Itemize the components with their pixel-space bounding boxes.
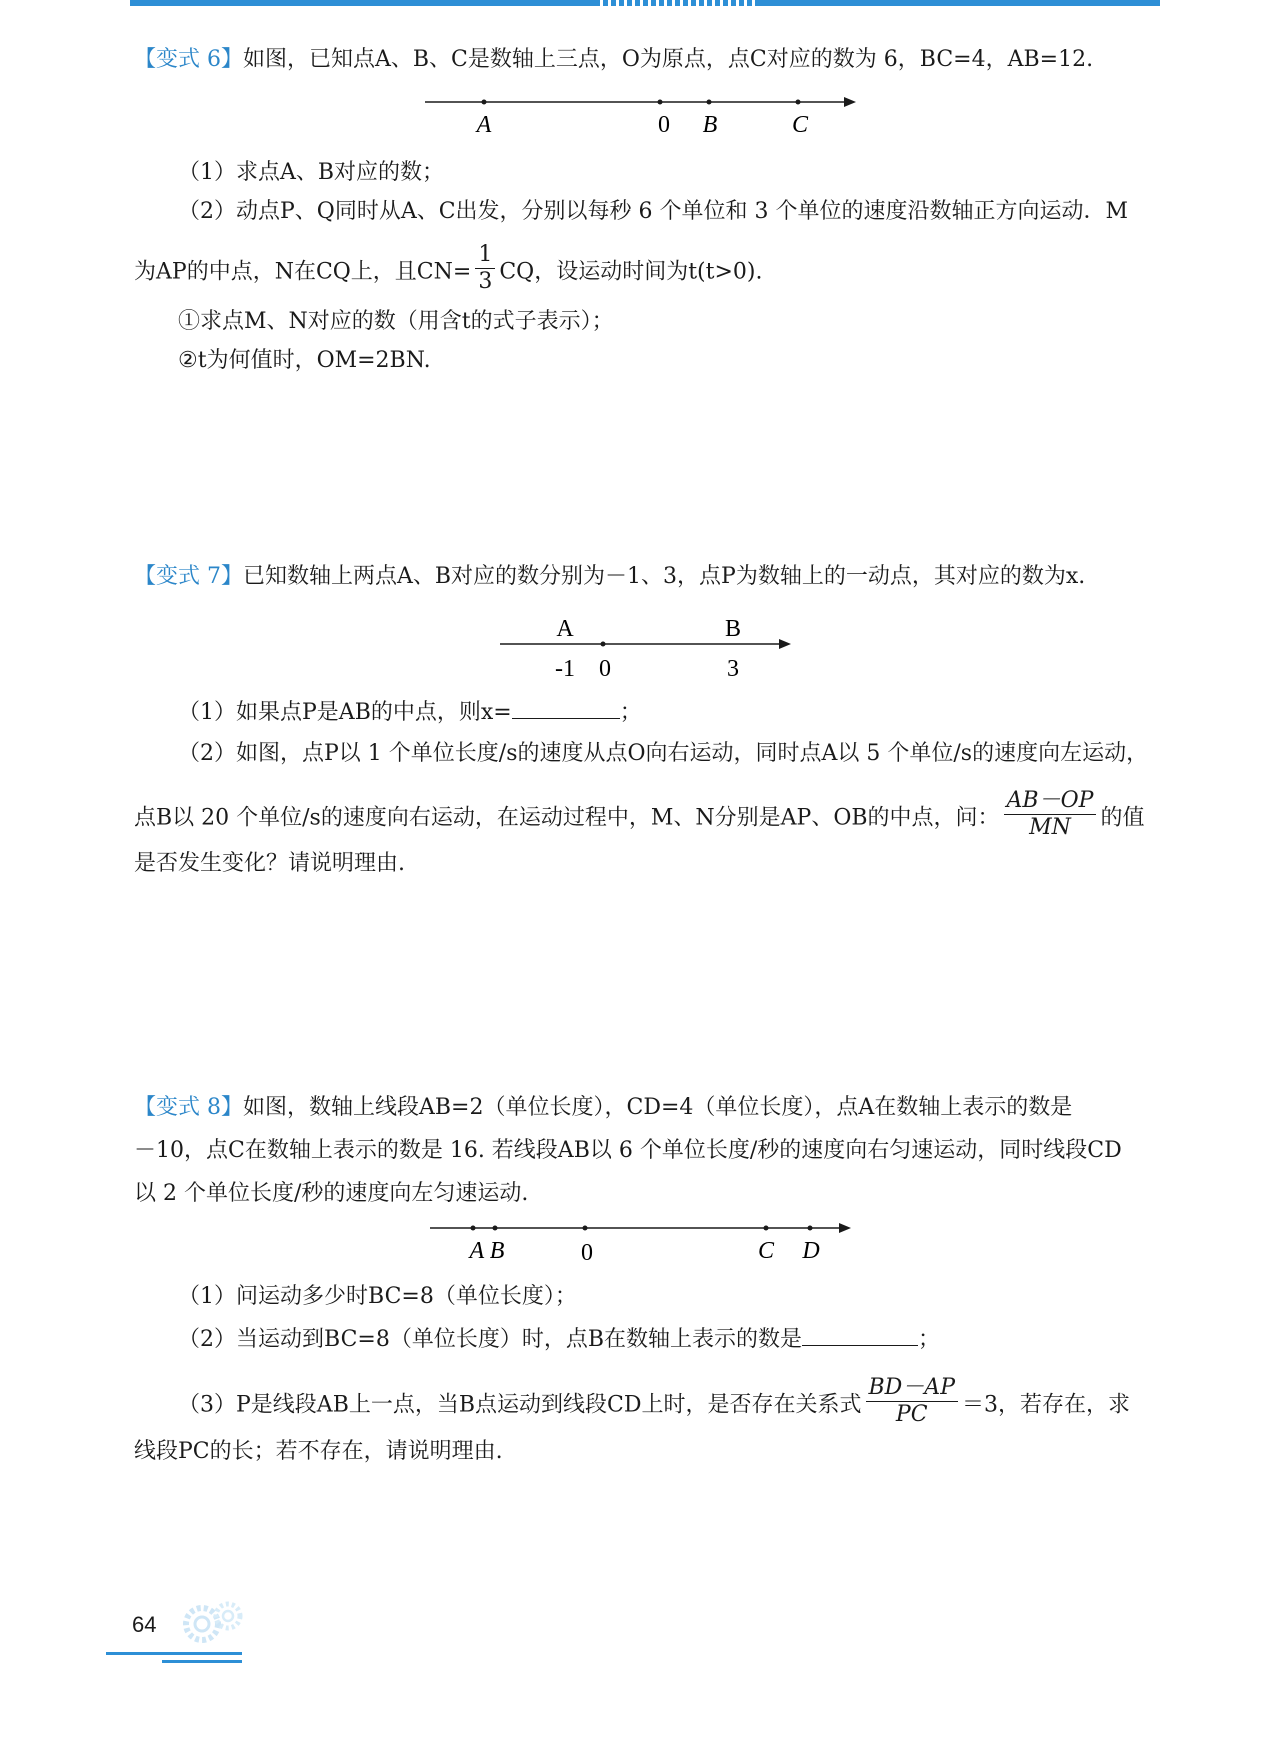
q6-fraction-num: 1 (475, 242, 495, 269)
q6-sub2: ②t为何值时，OM=2BN. (178, 348, 431, 373)
top-banner-pattern (600, 0, 760, 6)
footer-rule-upper (106, 1652, 242, 1655)
q8-stem-line3: 以 2 个单位长度/秒的速度向左匀速运动. (134, 1181, 529, 1206)
page-number: 64 (132, 1612, 157, 1637)
q7-part1-before: （1）如果点P是AB的中点，则x= (178, 700, 512, 725)
q8-part2-after: ； (918, 1327, 941, 1352)
q8-fraction-den: PC (895, 1402, 928, 1427)
q8-stem-line1 (134, 1094, 1148, 1122)
q7-part1-after: ； (619, 700, 642, 725)
q7-tag: 【变式 7】 (134, 564, 243, 589)
q8-point-origin (583, 1226, 588, 1231)
q6-point-b (707, 100, 712, 105)
q6-part1: （1）求点A、B对应的数； (178, 160, 445, 185)
q6-label-b: B (702, 112, 718, 138)
q6-part2-cont (134, 242, 1148, 299)
q7-stem (134, 563, 1148, 591)
q8-label-ab: A B (469, 1238, 505, 1264)
q6-part2-cont-after: CQ，设运动时间为t(t>0). (499, 259, 763, 285)
q6-part2: （2）动点P、Q同时从A、C出发，分别以每秒 6 个单位和 3 个单位的速度沿数轴正方向运动．M (178, 199, 1129, 224)
q7-part2: （2）如图，点P以 1 个单位长度/s的速度从点O向右运动，同时点A以 5 个单位/s的速度向左运动， (178, 741, 1149, 766)
q8-point-a (471, 1226, 476, 1231)
q7-label-b: B (724, 616, 742, 642)
q7-point-origin (601, 642, 606, 647)
q7-number-line (495, 612, 795, 684)
q7-label-a: A (556, 616, 574, 642)
q7-fraction (1004, 788, 1097, 841)
q7-part2-cont-after: 的值 (1100, 805, 1145, 831)
q6-stem-text: 如图，已知点A、B、C是数轴上三点，O为原点，点C对应的数为 6，BC=4，AB=12. (243, 47, 1094, 72)
q8-label-d: D (802, 1238, 820, 1264)
q7-part1 (178, 698, 1148, 727)
q6-label-c: C (791, 112, 809, 138)
q8-point-d (808, 1226, 813, 1231)
q6-stem (134, 46, 1148, 74)
q7-part2-end: 是否发生变化？请说明理由. (134, 851, 405, 876)
q6-fraction (475, 242, 495, 295)
q6-label-origin: 0 (658, 112, 670, 138)
q7-tick-3: 3 (727, 656, 739, 682)
q6-tag: 【变式 6】 (134, 47, 243, 72)
q8-answer-blank (802, 1325, 918, 1346)
q8-number-line (425, 1218, 855, 1266)
q6-sub1: ①求点M、N对应的数（用含t的式子表示）； (178, 309, 614, 334)
q8-stem-line2: －10，点C在数轴上表示的数是 16. 若线段AB以 6 个单位长度/秒的速度向右匀速运动，同时线段CD (134, 1138, 1122, 1163)
q8-fraction-num: BD－AP (866, 1375, 959, 1402)
q7-fraction-num: AB－OP (1004, 788, 1097, 815)
q8-point-b (493, 1226, 498, 1231)
q6-point-a (482, 100, 487, 105)
gear-decoration-icon (182, 1598, 248, 1648)
q8-tag: 【变式 8】 (134, 1095, 243, 1120)
q7-fraction-den: MN (1029, 815, 1071, 840)
q7-part2-cont (134, 788, 1148, 845)
q8-part1: （1）问运动多少时BC=8（单位长度）； (178, 1284, 577, 1309)
q8-part3-cont: 线段PC的长；若不存在，请说明理由. (134, 1439, 503, 1464)
footer-rule-lower (162, 1660, 242, 1663)
q6-fraction-den: 3 (478, 269, 493, 294)
q8-point-c (764, 1226, 769, 1231)
q8-stem-text1: 如图，数轴上线段AB=2（单位长度），CD=4（单位长度），点A在数轴上表示的数是 (243, 1095, 1073, 1120)
q8-part3 (178, 1375, 1148, 1432)
q6-part2-cont-before: 为AP的中点，N在CQ上，且CN= (134, 259, 472, 285)
q6-point-origin (658, 100, 663, 105)
q7-tick-neg1: -1 (555, 656, 575, 682)
q8-part3-before: （3）P是线段AB上一点，当B点运动到线段CD上时，是否存在关系式 (178, 1392, 862, 1418)
q7-stem-text: 已知数轴上两点A、B对应的数分别为－1、3，点P为数轴上的一动点，其对应的数为x. (243, 564, 1086, 589)
q7-tick-0: 0 (599, 656, 611, 682)
q8-fraction (866, 1375, 959, 1428)
q7-part2-cont-before: 点B以 20 个单位/s的速度向右运动，在运动过程中，M、N分别是AP、OB的中点，问： (134, 805, 1000, 831)
q8-label-origin: 0 (581, 1240, 593, 1266)
q8-part2-before: （2）当运动到BC=8（单位长度）时，点B在数轴上表示的数是 (178, 1327, 803, 1352)
q8-part3-after: ＝3，若存在，求 (962, 1392, 1130, 1418)
q6-label-a: A (476, 112, 492, 138)
q6-number-line (420, 90, 860, 140)
q6-point-c (796, 100, 801, 105)
q7-answer-blank (512, 698, 620, 719)
q8-label-c: C (757, 1238, 775, 1264)
q8-part2 (178, 1325, 1148, 1354)
